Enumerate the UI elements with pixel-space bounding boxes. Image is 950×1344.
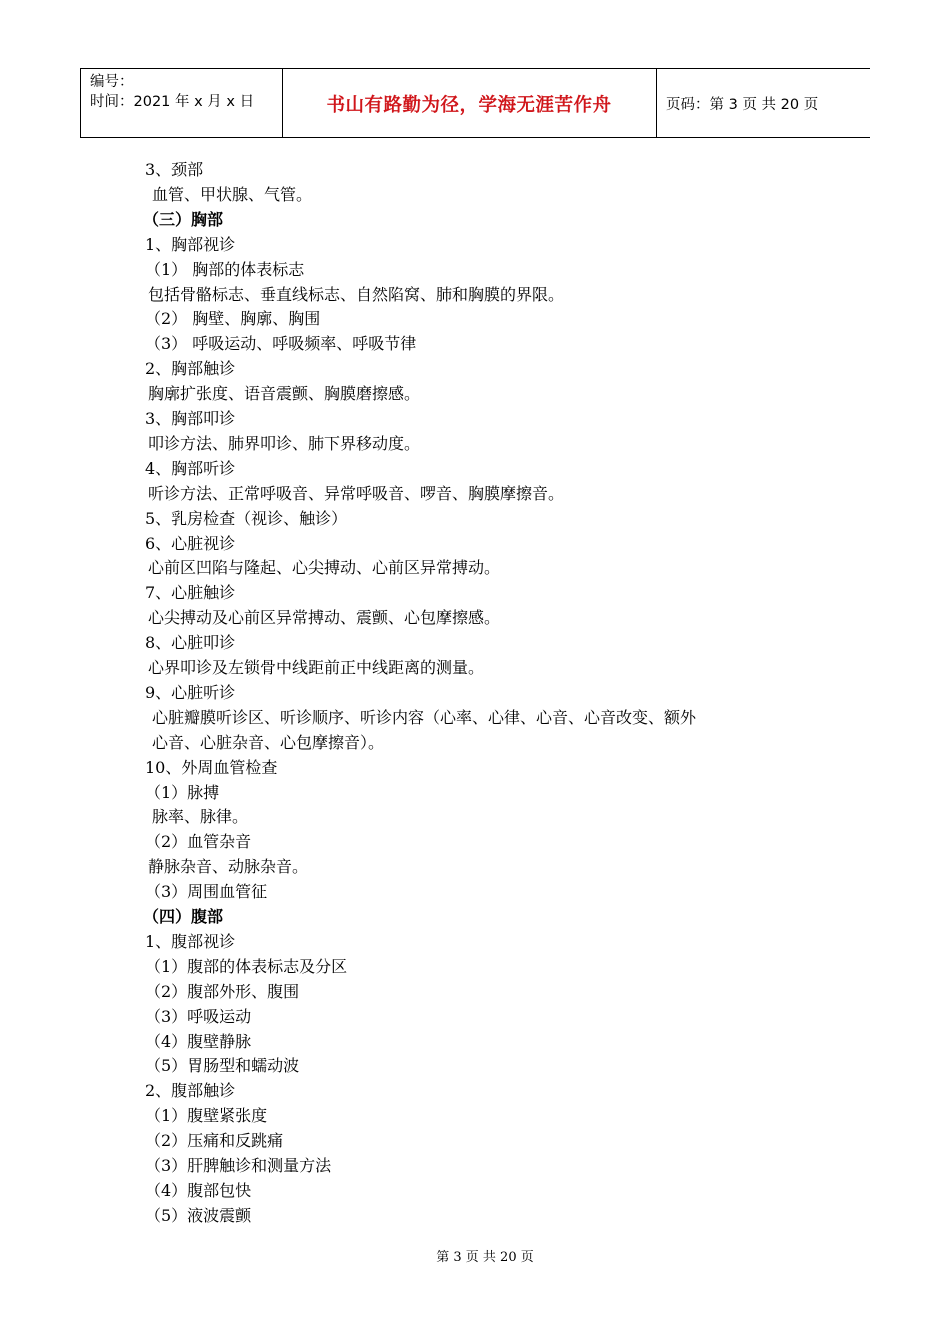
- text-line: 1、胸部视诊: [145, 234, 236, 254]
- text-line: 9、心脏听诊: [145, 682, 236, 702]
- text-line: （5）胃肠型和蠕动波: [145, 1056, 300, 1076]
- text-line: 3、胸部叩诊: [145, 409, 236, 428]
- text-line: 2、胸部触诊: [145, 359, 236, 379]
- text-line: 听诊方法、正常呼吸音、异常呼吸音、啰音、胸膜摩擦音。: [148, 483, 565, 503]
- text-line: 6、心脏视诊: [145, 533, 236, 553]
- header-page-label: 页码：第 3 页 共 20 页: [666, 97, 819, 113]
- text-line: （1）腹壁紧张度: [145, 1106, 268, 1126]
- text-line: （3）呼吸运动: [145, 1006, 252, 1026]
- text-line: 心界叩诊及左锁骨中线距前正中线距离的测量。: [148, 658, 485, 677]
- text-line: 8、心脏叩诊: [145, 633, 236, 653]
- section-heading: （四）腹部: [143, 907, 224, 926]
- text-line: （4）腹壁静脉: [145, 1031, 252, 1051]
- text-line: 胸廓扩张度、语音震颤、胸膜磨擦感。: [148, 384, 421, 404]
- text-line: 血管、甲状腺、气管。: [152, 184, 313, 204]
- text-line: （2）血管杂音: [145, 832, 252, 852]
- text-line: （3）周围血管征: [145, 882, 268, 902]
- header-motto: 书山有路勤为径，学海无涯苦作舟: [326, 95, 612, 116]
- text-line: （2）压痛和反跳痛: [145, 1131, 284, 1151]
- text-line: 静脉杂音、动脉杂音。: [148, 857, 309, 877]
- text-line: （3）肝脾触诊和测量方法: [145, 1156, 332, 1175]
- header-meta: [90, 72, 254, 112]
- text-line: 心脏瓣膜听诊区、听诊顺序、听诊内容（心率、心律、心音、心音改变、额外: [152, 707, 697, 727]
- page-footer: 第 3 页 共 20 页: [436, 1250, 534, 1265]
- section-heading: （三）胸部: [143, 209, 224, 229]
- text-line: 心音、心脏杂音、心包摩擦音）。: [152, 732, 385, 752]
- text-line: 7、心脏触诊: [145, 583, 236, 603]
- header-number-label: 编号：: [90, 74, 134, 90]
- text-line: 脉率、脉律。: [152, 807, 249, 827]
- text-line: 2、腹部触诊: [145, 1081, 236, 1101]
- text-line: （1）脉搏: [145, 782, 220, 802]
- text-line: （1）腹部的体表标志及分区: [145, 956, 348, 976]
- header-border-left: [80, 69, 81, 137]
- text-line: 4、胸部听诊: [145, 458, 236, 478]
- text-line: （3） 呼吸运动、呼吸频率、呼吸节律: [145, 334, 417, 354]
- header-table: [80, 68, 870, 138]
- text-line: （4）腹部包快: [145, 1180, 252, 1200]
- text-line: 包括骨骼标志、垂直线标志、自然陷窝、肺和胸膜的界限。: [148, 284, 565, 304]
- text-line: 3、颈部: [145, 160, 204, 179]
- text-line: 1、腹部视诊: [145, 931, 236, 951]
- text-line: （2） 胸壁、胸廓、胸围: [145, 309, 321, 329]
- text-line: 心尖搏动及心前区异常搏动、震颤、心包摩擦感。: [148, 608, 501, 628]
- text-line: 5、乳房检查（视诊、触诊）: [145, 508, 348, 528]
- text-line: 叩诊方法、肺界叩诊、肺下界移动度。: [148, 433, 421, 453]
- text-line: （5）液波震颤: [145, 1205, 252, 1225]
- text-line: 心前区凹陷与隆起、心尖搏动、心前区异常搏动。: [148, 558, 501, 578]
- text-line: （2）腹部外形、腹围: [145, 981, 300, 1001]
- text-line: （1） 胸部的体表标志: [145, 259, 305, 279]
- header-date-label: 时间：2021 年 x 月 x 日: [90, 94, 255, 110]
- header-divider-2: [656, 69, 657, 137]
- text-line: 10、外周血管检查: [145, 757, 278, 777]
